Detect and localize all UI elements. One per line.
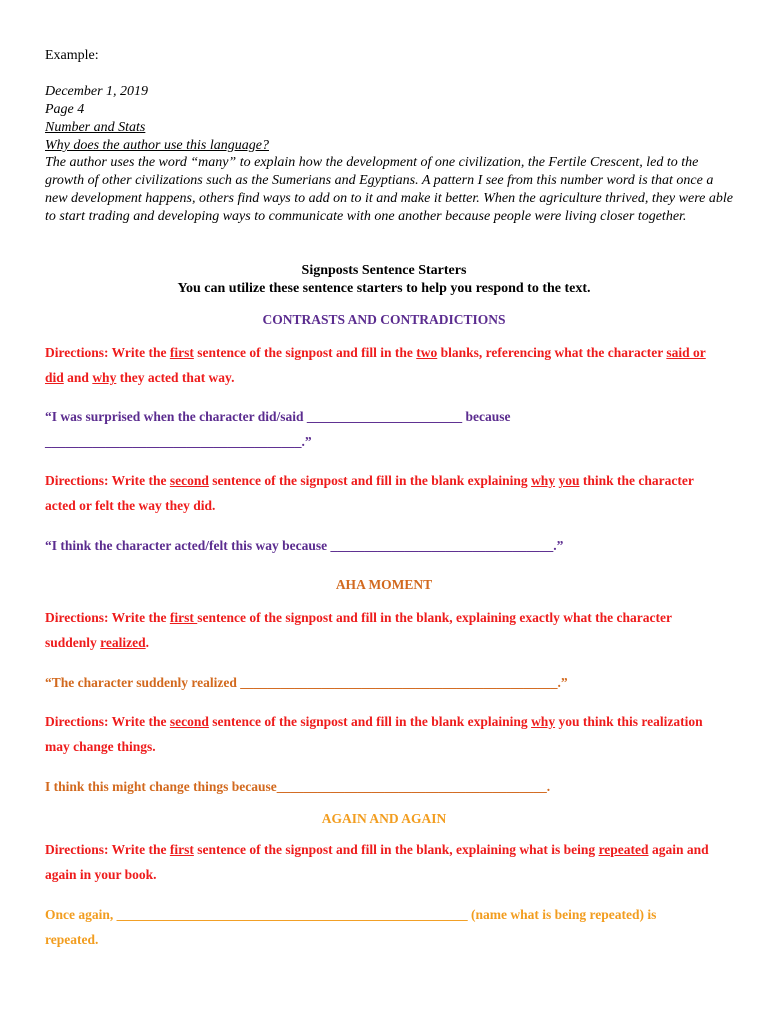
- dir-text: think the character acted or felt the way they did.: [45, 473, 694, 513]
- dir-underline: first: [169, 345, 194, 360]
- aha-starter-2: I think this might change things because________________________________________.: [45, 779, 551, 794]
- dir-underline: repeated: [598, 842, 649, 857]
- dir-underline: realized: [100, 635, 146, 650]
- dir-text: they acted that way.: [116, 370, 235, 385]
- dir-text: sentence of the signpost and fill in the: [193, 345, 417, 360]
- section-heading-contrasts: CONTRASTS AND CONTRADICTIONS: [262, 312, 506, 327]
- dir-text: blanks, referencing what the character: [437, 345, 667, 360]
- dir-text: sentence of the signpost and fill in the blank, explaining exactly what the character suddenly: [45, 610, 672, 650]
- dir-text: Directions: Write the: [45, 473, 170, 488]
- example-page: Page 4: [45, 102, 85, 117]
- example-answer: The author uses the word “many” to explain how the development of one civilization, the Fertile Crescent, led to the growth of other civilizations such as the Sumerians and Egyptians. A pattern I see from this number word is that once a new development happens, others find ways to add on to it and make it better. When the agriculture thrived, they were able to start trading and developing ways to communicate with one another because people were living closer together.: [45, 155, 733, 224]
- contrasts-starter-2: “I think the character acted/felt this way because _________________________________.”: [45, 538, 564, 553]
- dir-text: again and again in your book.: [45, 842, 709, 882]
- contrasts-directions-2: [45, 468, 725, 518]
- dir-underline: two: [416, 345, 438, 360]
- dir-underline: said or did: [45, 345, 706, 385]
- aha-directions-1: [45, 605, 725, 655]
- dir-underline: you: [558, 473, 580, 488]
- again-starter-1: Once again, ____________________________________________________ (name what is being repeated) is repeated.: [45, 907, 657, 947]
- dir-underline: second: [169, 473, 209, 488]
- section-heading-again: AGAIN AND AGAIN: [321, 811, 447, 826]
- dir-underline: why: [531, 473, 556, 488]
- dir-underline: first: [169, 842, 194, 857]
- dir-underline: why: [531, 714, 556, 729]
- again-directions-1: [45, 837, 725, 887]
- section-heading-aha: AHA MOMENT: [335, 577, 433, 592]
- dir-text: and: [63, 370, 93, 385]
- dir-text: Directions: Write the: [45, 842, 170, 857]
- example-question-text: Why does the author use this language?: [45, 138, 269, 153]
- dir-text: Directions: Write the: [45, 610, 170, 625]
- page-subtitle: You can utilize these sentence starters to help you respond to the text.: [177, 281, 591, 296]
- dir-text: Directions: Write the: [45, 714, 170, 729]
- dir-text: you think this realization may change things.: [45, 714, 703, 754]
- example-signpost: [45, 119, 725, 137]
- aha-starter-1: “The character suddenly realized _______________________________________________.”: [45, 675, 568, 690]
- contrasts-starter-1: “I was surprised when the character did/said _______________________ because ______________________________________.”: [45, 409, 511, 449]
- dir-text: sentence of the signpost and fill in the blank explaining: [208, 473, 532, 488]
- dir-underline: why: [92, 370, 117, 385]
- dir-text: sentence of the signpost and fill in the blank, explaining what is being: [193, 842, 599, 857]
- dir-underline: second: [169, 714, 209, 729]
- example-question: [45, 137, 725, 155]
- aha-directions-2: [45, 709, 725, 759]
- example-date: December 1, 2019: [45, 84, 149, 99]
- dir-underline: first: [169, 610, 198, 625]
- example-signpost-text: Number and Stats: [45, 120, 146, 135]
- dir-text: Directions: Write the: [45, 345, 170, 360]
- dir-text: .: [145, 635, 150, 650]
- example-label: Example:: [45, 48, 99, 63]
- contrasts-directions-1: [45, 340, 725, 390]
- dir-text: sentence of the signpost and fill in the blank explaining: [208, 714, 532, 729]
- page-title: Signposts Sentence Starters: [301, 263, 467, 278]
